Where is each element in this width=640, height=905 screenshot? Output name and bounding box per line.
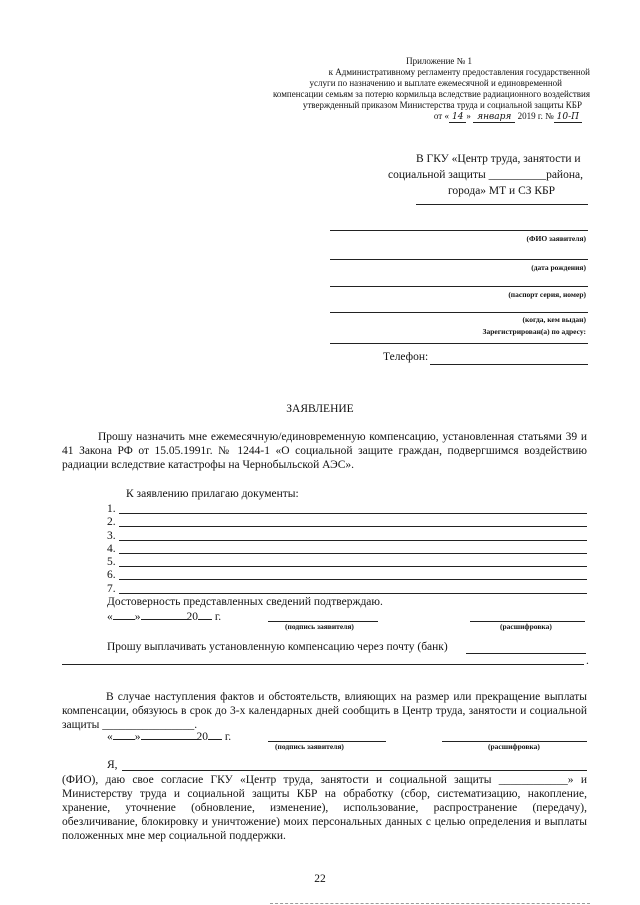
document-item[interactable] bbox=[107, 583, 587, 596]
documents-heading: К заявлению прилагаю документы: bbox=[126, 488, 299, 500]
consent-paragraph: (ФИО), даю свое согласие ГКУ «Центр труда, занятости и социальной защиты ____________» и Министерству труда и социальной защиты КБР на обработку (сбор, систематизацию, накопление, хранение, уточнение (обновление, изменение), использование, распространение (передачу), обезличивание, блокировку и уничтожение) моих персональных данных с целью определения и выплаты положенных мне мер социальной поддержки. bbox=[62, 774, 587, 842]
consent-name-line[interactable] bbox=[122, 770, 587, 771]
year-prefix: 20 bbox=[196, 731, 208, 743]
document-title: ЗАЯВЛЕНИЕ bbox=[286, 403, 354, 415]
quote-close: » bbox=[134, 611, 141, 623]
month-blank[interactable] bbox=[141, 739, 197, 740]
date-row-1 bbox=[107, 611, 221, 623]
documents-list bbox=[107, 503, 587, 596]
quote-open: « bbox=[107, 731, 113, 743]
phone-label: Телефон: bbox=[383, 351, 429, 363]
payment-request: Прошу выплачивать установленную компенсацию через почту (банк) bbox=[107, 641, 448, 653]
appendix-order-number: 10-П bbox=[554, 112, 582, 123]
document-item[interactable] bbox=[107, 503, 587, 516]
document-item-number: 4. bbox=[107, 542, 116, 555]
passport-label: (паспорт серия, номер) bbox=[508, 290, 586, 299]
year-blank[interactable] bbox=[208, 739, 222, 740]
quote-close: » bbox=[134, 731, 141, 743]
reliability-statement: Достоверность представленных сведений подтверждаю. bbox=[107, 596, 383, 608]
request-paragraph: Прошу назначить мне ежемесячную/единовременную компенсацию, установленная статьями 39 и 41 Закона РФ от 15.05.1991г. № 1244-1 «О социальной защите граждан, подвергшимся воздействию радиации вследствие катастрофы на Чернобыльской АЭС». bbox=[62, 431, 587, 471]
birth-date-line[interactable] bbox=[330, 259, 588, 260]
month-blank[interactable] bbox=[141, 619, 187, 620]
document-item-number: 5. bbox=[107, 556, 116, 569]
appendix-number: Приложение № 1 bbox=[406, 56, 472, 66]
appendix-date-close: » bbox=[466, 111, 471, 121]
year-blank[interactable] bbox=[198, 619, 212, 620]
year-suffix: г. bbox=[214, 611, 222, 623]
document-item-number: 3. bbox=[107, 529, 116, 542]
issued-label: (когда, кем выдан) bbox=[522, 315, 586, 324]
document-item[interactable] bbox=[107, 516, 587, 529]
document-item[interactable] bbox=[107, 543, 587, 556]
appendix-block bbox=[180, 56, 590, 123]
address-line[interactable] bbox=[330, 343, 588, 344]
signature-label-1: (подпись заявителя) bbox=[285, 622, 354, 631]
appendix-line-2: к Административному регламенту предоставления государственной bbox=[328, 67, 590, 77]
phone-line[interactable] bbox=[430, 364, 588, 365]
document-item-number: 6. bbox=[107, 569, 116, 582]
appendix-date-open: от « bbox=[433, 111, 449, 121]
passport-line[interactable] bbox=[330, 286, 588, 287]
appendix-line-4: компенсации семьям за потерю кормильца вследствие радиационного воздействия bbox=[272, 89, 590, 99]
appendix-date-line bbox=[180, 111, 590, 123]
scan-artifact-line bbox=[270, 902, 590, 904]
addressee-block bbox=[380, 151, 590, 199]
document-item[interactable] bbox=[107, 569, 587, 582]
appendix-line-3: услуги по назначению и выплате ежемесячной и единовременной bbox=[309, 78, 562, 88]
birth-date-label: (дата рождения) bbox=[531, 263, 586, 272]
appendix-date-month: января bbox=[473, 112, 515, 123]
addressee-underline[interactable] bbox=[416, 204, 588, 205]
fio-label: (ФИО заявителя) bbox=[526, 234, 586, 243]
document-item-number: 2. bbox=[107, 516, 116, 529]
document-item-number: 1. bbox=[107, 503, 116, 515]
document-item[interactable] bbox=[107, 530, 587, 543]
appendix-line-5: утвержденный приказом Министерства труда и социальной защиты КБР bbox=[302, 100, 582, 110]
day-blank[interactable] bbox=[113, 739, 135, 740]
appendix-date-year: 2019 г. № bbox=[517, 111, 554, 121]
obligation-paragraph: В случае наступления фактов и обстоятельств, влияющих на размер или прекращение выплаты компенсации, обязуюсь в срок до 3-х календарных дней сообщить в Центр труда, занятости и социальной защиты ________________. bbox=[62, 691, 587, 731]
document-item-number: 7. bbox=[107, 582, 116, 595]
day-blank[interactable] bbox=[113, 619, 135, 620]
decoding-label-1: (расшифровка) bbox=[500, 622, 552, 631]
decoding-label-2: (расшифровка) bbox=[488, 742, 540, 751]
date-row-2 bbox=[107, 731, 231, 743]
addressee-line-2: социальной защиты __________района, bbox=[388, 169, 583, 181]
page-number: 22 bbox=[314, 873, 326, 885]
consent-ya: Я, bbox=[107, 759, 118, 771]
addressee-line-1: В ГКУ «Центр труда, занятости и bbox=[416, 153, 581, 165]
year-suffix: г. bbox=[224, 731, 232, 743]
registered-label: Зарегистрирован(а) по адресу: bbox=[482, 327, 586, 336]
issued-line[interactable] bbox=[330, 312, 588, 313]
payment-line-2[interactable] bbox=[62, 664, 584, 665]
appendix-date-day: 14 bbox=[449, 112, 466, 123]
payment-line-1[interactable] bbox=[466, 653, 586, 654]
quote-open: « bbox=[107, 611, 113, 623]
payment-dot: . bbox=[586, 655, 589, 667]
addressee-line-3: города» МТ и СЗ КБР bbox=[448, 185, 556, 197]
fio-line[interactable] bbox=[330, 230, 588, 231]
document-item[interactable] bbox=[107, 556, 587, 569]
signature-label-2: (подпись заявителя) bbox=[275, 742, 344, 751]
year-prefix: 20 bbox=[186, 611, 198, 623]
